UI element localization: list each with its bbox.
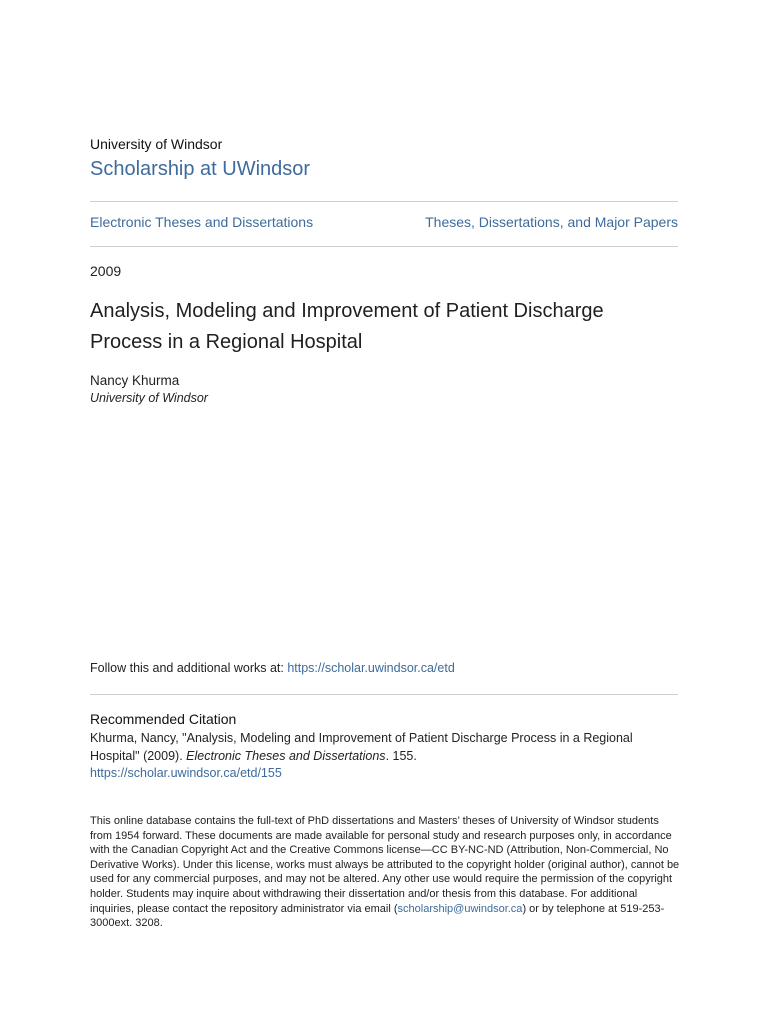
repository-link[interactable]: Scholarship at UWindsor	[90, 158, 311, 180]
contact-email-link[interactable]: scholarship@uwindsor.ca	[397, 902, 523, 915]
notice-text-end: ) or by telephone at 519-253-3000ext. 3208.	[90, 902, 665, 930]
citation-series: Electronic Theses and Dissertations	[186, 748, 386, 763]
publication-year: 2009	[90, 263, 122, 279]
author-affiliation: University of Windsor	[90, 391, 208, 405]
follow-link[interactable]: https://scholar.uwindsor.ca/etd	[287, 661, 455, 675]
copyright-notice	[90, 814, 680, 931]
title-line-2: Process in a Regional Hospital	[90, 331, 363, 353]
divider-citation	[90, 694, 678, 695]
citation-body	[90, 730, 650, 783]
thesis-title	[90, 296, 650, 358]
citation-text: Khurma, Nancy, "Analysis, Modeling and Improvement of Patient Discharge Process in a Regional Hospital" (2009).	[90, 731, 633, 763]
follow-line	[90, 661, 455, 675]
divider-top	[90, 201, 678, 202]
citation-heading: Recommended Citation	[90, 711, 237, 727]
author-name: Nancy Khurma	[90, 373, 180, 388]
follow-text: Follow this and additional works at:	[90, 661, 288, 675]
citation-link[interactable]: https://scholar.uwindsor.ca/etd/155	[90, 766, 282, 780]
institution-name: University of Windsor	[90, 136, 223, 152]
collection-link[interactable]: Electronic Theses and Dissertations	[90, 214, 314, 230]
citation-number: . 155.	[385, 748, 417, 763]
title-line-1: Analysis, Modeling and Improvement of Patient Discharge	[90, 300, 604, 322]
notice-text: This online database contains the full-text of PhD dissertations and Masters’ theses of University of Windsor students from 1954 forward. These documents are made available for personal study and research purposes only, in accordance with the Canadian Copyright Act and the Creative Commons license—CC BY-NC-ND (Attribution, Non-Commercial, No Derivative Works). Under this license, works must always be attributed to the copyright holder (original author), cannot be used for any commercial purposes, and may not be altered. Any other use would require the permission of the copyright holder. Students may inquire about withdrawing their dissertation and/or thesis from this database. For additional inquiries, please contact the repository administrator via email (	[90, 815, 680, 915]
divider-nav	[90, 246, 678, 247]
parent-collection-link[interactable]: Theses, Dissertations, and Major Papers	[425, 214, 678, 230]
